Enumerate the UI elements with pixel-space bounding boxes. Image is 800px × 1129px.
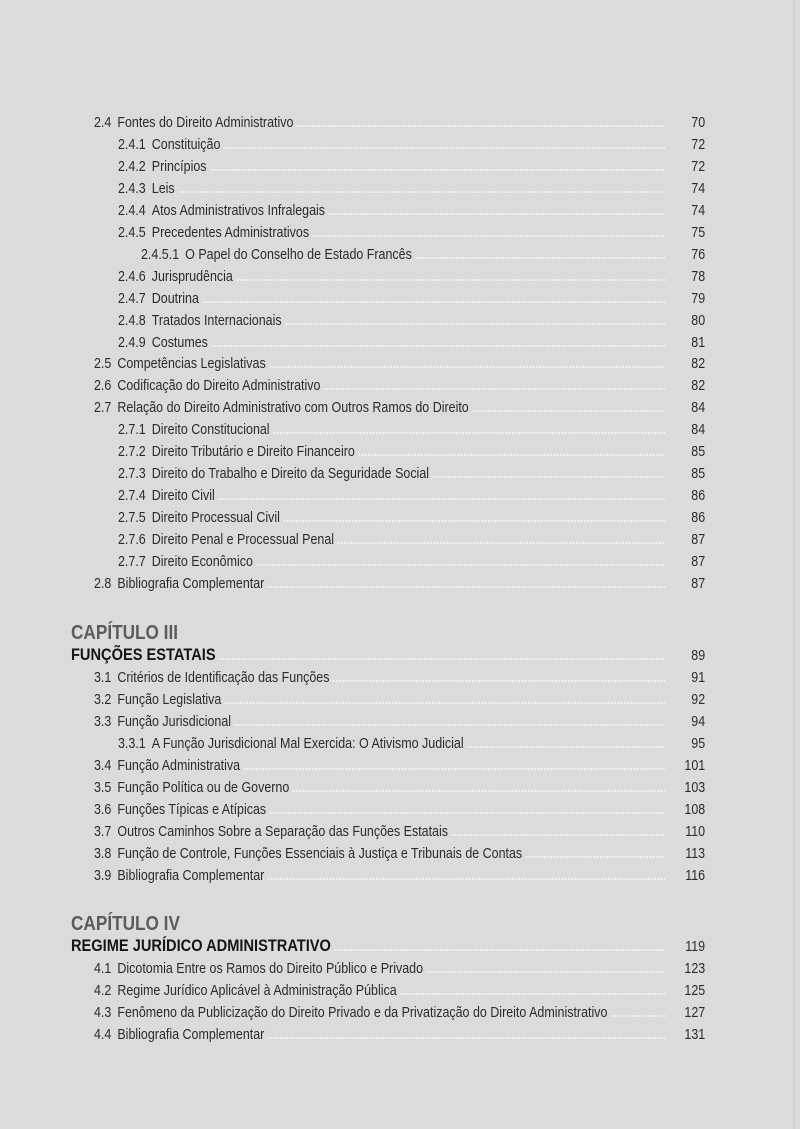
dot-leader bbox=[470, 397, 665, 419]
dot-leader bbox=[290, 777, 665, 799]
entry-number: 3.6 bbox=[94, 801, 112, 818]
dot-leader bbox=[413, 244, 665, 266]
page-number: 103 bbox=[684, 779, 705, 796]
toc-entry[interactable] bbox=[0, 222, 800, 244]
page-number: 80 bbox=[691, 312, 705, 329]
entry-title: Constituição bbox=[151, 136, 221, 153]
toc-entry[interactable] bbox=[0, 529, 800, 551]
toc-entry[interactable] bbox=[0, 112, 800, 134]
entry-label bbox=[94, 801, 266, 819]
entry-label bbox=[94, 1026, 264, 1044]
page-number: 87 bbox=[691, 532, 705, 549]
toc-entry[interactable] bbox=[0, 958, 800, 980]
chapter-heading-row[interactable] bbox=[0, 645, 800, 667]
toc-entry[interactable] bbox=[0, 397, 800, 419]
dot-leader bbox=[424, 958, 665, 980]
page-number: 84 bbox=[691, 422, 705, 439]
entry-title: Outros Caminhos Sobre a Separação das Funções Estatais bbox=[117, 823, 449, 840]
entry-number: 2.4.2 bbox=[118, 158, 146, 175]
chapter-title bbox=[71, 937, 331, 955]
page-number: 70 bbox=[691, 115, 705, 131]
toc-entry[interactable] bbox=[0, 441, 800, 463]
entry-label bbox=[118, 158, 207, 176]
page-number: 91 bbox=[691, 669, 705, 686]
entry-title: Critérios de Identificação das Funções bbox=[117, 669, 330, 686]
entry-title: Leis bbox=[151, 180, 175, 197]
entry-label bbox=[94, 1004, 607, 1022]
dot-leader bbox=[267, 799, 665, 821]
page-number: 92 bbox=[691, 691, 705, 708]
dot-leader bbox=[330, 667, 665, 689]
dot-leader bbox=[356, 441, 665, 463]
dot-leader bbox=[232, 711, 665, 733]
entry-title: Precedentes Administrativos bbox=[151, 224, 310, 241]
page-number: 86 bbox=[691, 510, 705, 527]
entry-label bbox=[94, 867, 264, 885]
entry-number: 2.7.2 bbox=[118, 444, 146, 461]
dot-leader bbox=[430, 463, 665, 485]
entry-title: Direito Tributário e Direito Financeiro bbox=[151, 444, 355, 461]
entry-number: 2.5 bbox=[94, 356, 112, 373]
dot-leader bbox=[398, 980, 665, 1002]
toc-entry[interactable] bbox=[0, 821, 800, 843]
toc-entry[interactable] bbox=[0, 551, 800, 573]
dot-leader bbox=[221, 134, 665, 156]
entry-title: Direito Constitucional bbox=[151, 422, 270, 439]
page-number: 78 bbox=[691, 268, 705, 285]
toc-entry[interactable] bbox=[0, 266, 800, 288]
entry-number: 2.7.7 bbox=[118, 554, 146, 570]
dot-leader bbox=[241, 755, 665, 777]
page-number: 123 bbox=[684, 960, 705, 977]
dot-leader bbox=[222, 689, 665, 711]
toc-entry[interactable] bbox=[0, 156, 800, 178]
page-number: 125 bbox=[684, 982, 705, 999]
entry-title: Função Política ou de Governo bbox=[117, 779, 290, 796]
toc-entry[interactable] bbox=[0, 332, 800, 354]
entry-label bbox=[94, 960, 423, 978]
toc-entry[interactable] bbox=[0, 865, 800, 887]
toc-entry[interactable] bbox=[0, 507, 800, 529]
entry-label bbox=[118, 487, 215, 505]
entry-label bbox=[94, 377, 320, 395]
page-number: 84 bbox=[691, 400, 705, 417]
toc-entry[interactable] bbox=[0, 244, 800, 266]
page-number: 76 bbox=[691, 246, 705, 263]
dot-leader bbox=[281, 507, 665, 529]
entry-label bbox=[118, 553, 253, 571]
dot-leader bbox=[200, 288, 665, 310]
entry-title: Função Legislativa bbox=[117, 691, 222, 708]
entry-label bbox=[94, 823, 448, 841]
page-number: 127 bbox=[684, 1004, 705, 1021]
toc-entry[interactable] bbox=[0, 310, 800, 332]
page-number: 89 bbox=[691, 648, 705, 664]
page-number: 75 bbox=[691, 224, 705, 241]
entry-title: Bibliografia Complementar bbox=[117, 867, 265, 884]
chapter-label: CAPÍTULO IV bbox=[71, 913, 180, 935]
toc-entry[interactable] bbox=[0, 463, 800, 485]
entry-number: 2.7.4 bbox=[118, 488, 146, 505]
entry-title: Jurisprudência bbox=[151, 268, 233, 285]
dot-leader bbox=[321, 375, 665, 397]
dot-leader bbox=[283, 310, 665, 332]
dot-leader bbox=[209, 332, 665, 354]
entry-title: Função Jurisdicional bbox=[117, 713, 232, 730]
entry-label bbox=[94, 757, 240, 775]
dot-leader bbox=[294, 112, 665, 134]
entry-title: Doutrina bbox=[151, 290, 199, 307]
entry-number: 3.3.1 bbox=[118, 735, 146, 752]
dot-leader bbox=[267, 353, 665, 375]
entry-label bbox=[118, 290, 199, 308]
toc-entry[interactable] bbox=[0, 375, 800, 397]
entry-title: Codificação do Direito Administrativo bbox=[117, 378, 321, 395]
entry-number: 3.7 bbox=[94, 823, 112, 840]
dot-leader bbox=[523, 843, 665, 865]
entry-title: Direito do Trabalho e Direito da Seguridade Social bbox=[151, 466, 430, 483]
page-number: 108 bbox=[684, 801, 705, 818]
entry-title: Função de Controle, Funções Essenciais à Justiça e Tribunais de Contas bbox=[117, 845, 523, 862]
entry-number: 3.2 bbox=[94, 691, 112, 708]
page-number: 87 bbox=[691, 554, 705, 570]
dot-leader bbox=[234, 266, 665, 288]
entry-label bbox=[94, 669, 329, 687]
toc-entry[interactable] bbox=[0, 843, 800, 865]
entry-label bbox=[94, 982, 397, 1000]
toc-entry[interactable] bbox=[0, 200, 800, 222]
dot-leader bbox=[265, 573, 665, 595]
entry-number: 2.4.9 bbox=[118, 334, 146, 351]
entry-title: Direito Econômico bbox=[151, 554, 253, 570]
entry-label bbox=[94, 845, 522, 863]
toc-entry[interactable] bbox=[0, 134, 800, 156]
entry-number: 2.7.6 bbox=[118, 532, 146, 549]
toc-entry[interactable] bbox=[0, 353, 800, 375]
entry-title: Funções Típicas e Atípicas bbox=[117, 801, 267, 818]
chapter-title-text: FUNÇÕES ESTATAIS bbox=[71, 645, 216, 664]
entry-number: 4.1 bbox=[94, 960, 112, 977]
entry-label bbox=[118, 268, 233, 286]
toc-entry[interactable] bbox=[0, 288, 800, 310]
page-number: 86 bbox=[691, 488, 705, 505]
entry-number: 4.4 bbox=[94, 1026, 112, 1043]
chapter-heading-row[interactable] bbox=[0, 936, 800, 958]
entry-number: 2.4 bbox=[94, 115, 112, 131]
page-number: 131 bbox=[684, 1026, 705, 1043]
page-number: 72 bbox=[691, 136, 705, 153]
entry-label bbox=[94, 114, 293, 132]
entry-number: 2.7.1 bbox=[118, 422, 146, 439]
page-number: 94 bbox=[691, 713, 705, 730]
entry-number: 3.9 bbox=[94, 867, 112, 884]
page-number: 79 bbox=[691, 290, 705, 307]
page-number: 116 bbox=[685, 867, 705, 884]
toc-entry[interactable] bbox=[0, 980, 800, 1002]
entry-number: 2.6 bbox=[94, 378, 112, 395]
entry-number: 3.1 bbox=[94, 669, 112, 686]
entry-title: Direito Penal e Processual Penal bbox=[151, 532, 335, 549]
toc-entry[interactable] bbox=[0, 799, 800, 821]
toc-entry[interactable] bbox=[0, 178, 800, 200]
entry-label bbox=[118, 531, 334, 549]
page-number: 87 bbox=[691, 575, 705, 592]
toc-entry[interactable] bbox=[0, 667, 800, 689]
entry-number: 3.5 bbox=[94, 779, 112, 796]
dot-leader bbox=[465, 733, 665, 755]
entry-title: Direito Processual Civil bbox=[151, 510, 280, 527]
page-number: 74 bbox=[691, 202, 705, 219]
entry-title: Princípios bbox=[151, 158, 207, 175]
dot-leader bbox=[265, 1024, 665, 1046]
page-number: 113 bbox=[685, 845, 705, 862]
entry-title: Dicotomia Entre os Ramos do Direito Público e Privado bbox=[117, 960, 424, 977]
entry-label bbox=[118, 224, 309, 242]
entry-number: 2.4.4 bbox=[118, 202, 146, 219]
page-number: 110 bbox=[685, 823, 705, 840]
entry-title: A Função Jurisdicional Mal Exercida: O Ativismo Judicial bbox=[151, 735, 464, 752]
toc-entry[interactable] bbox=[0, 485, 800, 507]
entry-label bbox=[118, 202, 325, 220]
entry-title: Direito Civil bbox=[151, 488, 215, 505]
chapter-label: CAPÍTULO III bbox=[71, 622, 179, 644]
entry-label bbox=[118, 735, 464, 753]
entry-title: Costumes bbox=[151, 334, 208, 351]
entry-label bbox=[94, 713, 231, 731]
toc-entry[interactable] bbox=[0, 1024, 800, 1046]
dot-leader bbox=[216, 485, 665, 507]
entry-title: Atos Administrativos Infralegais bbox=[151, 202, 326, 219]
toc-entry[interactable] bbox=[0, 573, 800, 595]
entry-label bbox=[118, 465, 429, 483]
dot-leader bbox=[265, 865, 665, 887]
dot-leader bbox=[176, 178, 665, 200]
dot-leader bbox=[310, 222, 665, 244]
entry-title: Fontes do Direito Administrativo bbox=[117, 115, 294, 131]
toc-entry[interactable] bbox=[0, 755, 800, 777]
entry-label bbox=[94, 355, 266, 373]
entry-title: Bibliografia Complementar bbox=[117, 1026, 265, 1043]
entry-label bbox=[118, 180, 175, 198]
toc-entry[interactable] bbox=[0, 1002, 800, 1024]
toc-entry[interactable] bbox=[0, 733, 800, 755]
dot-leader bbox=[332, 936, 665, 958]
entry-label bbox=[118, 312, 282, 330]
entry-title: Relação do Direito Administrativo com Outros Ramos do Direito bbox=[117, 400, 469, 417]
entry-number: 2.4.3 bbox=[118, 180, 146, 197]
entry-title: Fenômeno da Publicização do Direito Privado e da Privatização do Direito Administrativo bbox=[117, 1004, 608, 1021]
page-number: 72 bbox=[691, 158, 705, 175]
page-number: 82 bbox=[691, 378, 705, 395]
page-number: 82 bbox=[691, 356, 705, 373]
dot-leader bbox=[326, 200, 665, 222]
page-number: 85 bbox=[691, 466, 705, 483]
entry-title: Regime Jurídico Aplicável à Administração Pública bbox=[117, 982, 397, 999]
entry-title: Tratados Internacionais bbox=[151, 312, 282, 329]
chapter-title-text: REGIME JURÍDICO ADMINISTRATIVO bbox=[71, 936, 331, 955]
entry-number: 2.7 bbox=[94, 400, 112, 417]
entry-title: O Papel do Conselho de Estado Francês bbox=[185, 246, 412, 263]
entry-title: Função Administrativa bbox=[117, 757, 241, 774]
page-number: 81 bbox=[691, 334, 705, 351]
page-number: 101 bbox=[684, 757, 705, 774]
entry-label bbox=[118, 509, 280, 527]
dot-leader bbox=[608, 1002, 665, 1024]
entry-label bbox=[94, 779, 289, 797]
entry-number: 2.4.6 bbox=[118, 268, 146, 285]
entry-number: 2.4.5 bbox=[118, 224, 146, 241]
entry-number: 2.4.1 bbox=[118, 136, 146, 153]
entry-label bbox=[118, 421, 270, 439]
page-number: 85 bbox=[691, 444, 705, 461]
entry-number: 3.4 bbox=[94, 757, 112, 774]
entry-number: 2.4.7 bbox=[118, 290, 146, 307]
entry-number: 2.4.8 bbox=[118, 312, 146, 329]
entry-number: 4.2 bbox=[94, 982, 112, 999]
entry-number: 3.3 bbox=[94, 713, 112, 730]
entry-label bbox=[118, 443, 355, 461]
dot-leader bbox=[208, 156, 666, 178]
dot-leader bbox=[217, 645, 665, 667]
chapter-title bbox=[71, 646, 216, 664]
entry-number: 4.3 bbox=[94, 1004, 112, 1021]
entry-number: 2.8 bbox=[94, 575, 112, 592]
entry-number: 3.8 bbox=[94, 845, 112, 862]
entry-title: Bibliografia Complementar bbox=[117, 575, 265, 592]
entry-label bbox=[141, 246, 412, 264]
toc-entry[interactable] bbox=[0, 689, 800, 711]
dot-leader bbox=[254, 551, 665, 573]
dot-leader bbox=[335, 529, 665, 551]
entry-number: 2.7.5 bbox=[118, 510, 146, 527]
entry-title: Competências Legislativas bbox=[117, 356, 266, 373]
entry-number: 2.7.3 bbox=[118, 466, 146, 483]
entry-number: 2.4.5.1 bbox=[141, 246, 180, 263]
entry-label bbox=[94, 575, 264, 593]
dot-leader bbox=[271, 419, 665, 441]
page-number: 74 bbox=[691, 180, 705, 197]
toc-entry[interactable] bbox=[0, 711, 800, 733]
entry-label bbox=[94, 691, 221, 709]
dot-leader bbox=[449, 821, 665, 843]
toc-entry[interactable] bbox=[0, 777, 800, 799]
entry-label bbox=[118, 136, 220, 154]
toc-entry[interactable] bbox=[0, 419, 800, 441]
entry-label bbox=[94, 399, 469, 417]
page-number: 95 bbox=[691, 735, 705, 752]
entry-label bbox=[118, 334, 208, 352]
page-number: 119 bbox=[685, 939, 705, 955]
